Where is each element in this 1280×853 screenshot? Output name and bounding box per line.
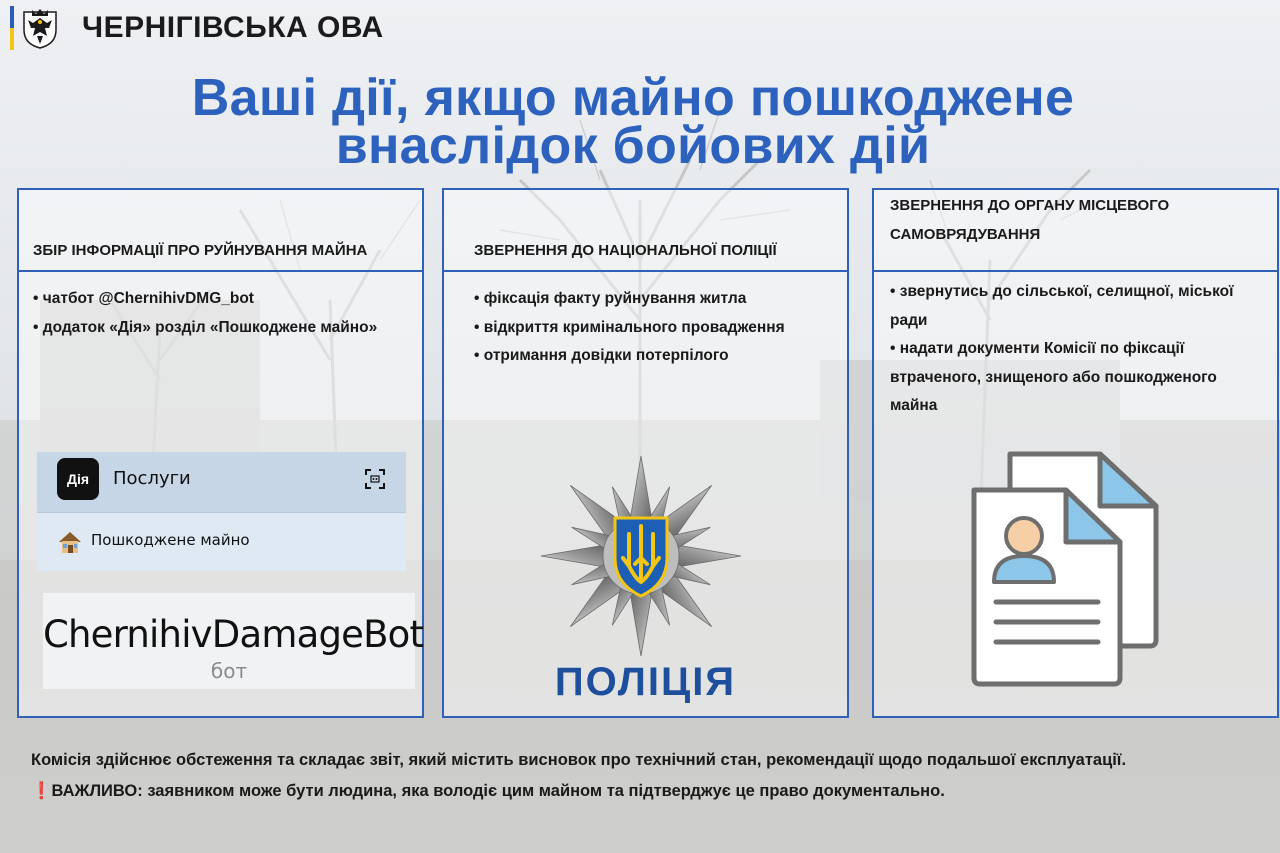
list-item: • звернутись до сільської, селищної, міської ради: [890, 283, 1234, 329]
bot-subtitle: бот: [210, 659, 248, 683]
qr-scan-icon[interactable]: [364, 468, 386, 490]
list-item: • фіксація факту руйнування житла: [474, 290, 747, 307]
police-wordmark: ПОЛІЦІЯ: [554, 660, 737, 704]
panel-list: [33, 285, 414, 342]
list-item: • додаток «Дія» розділ «Пошкоджене майно»: [33, 318, 378, 336]
documents-icon: [970, 450, 1166, 690]
diia-damaged-property-item[interactable]: [37, 512, 406, 571]
panel-heading: [890, 191, 1267, 249]
header: [10, 4, 384, 52]
page-title-line2: внаслідок бойових дій: [335, 117, 931, 175]
chernihiv-crest-icon: [20, 6, 60, 50]
panel-header: [874, 190, 1277, 272]
police-star-icon: [539, 454, 743, 658]
panel-local-government: [872, 188, 1279, 718]
panel-list: [474, 285, 839, 371]
panel-heading: ЗВЕРНЕННЯ ДО НАЦІОНАЛЬНОЇ ПОЛІЦІЇ: [474, 242, 777, 259]
panel-heading-line2: САМОВРЯДУВАННЯ: [890, 226, 1041, 243]
diia-services-label: Послуги: [113, 468, 191, 489]
page-title: [0, 69, 1266, 175]
org-title: ЧЕРНІГІВСЬКА ОВА: [82, 11, 384, 44]
panel-header: [444, 190, 847, 272]
list-item: • отримання довідки потерпілого: [474, 347, 729, 364]
bot-name: ChernihivDamageBot: [43, 613, 424, 656]
page-title-line1: Ваші дії, якщо майно пошкоджене: [191, 69, 1075, 127]
panel-heading-line1: ЗВЕРНЕННЯ ДО ОРГАНУ МІСЦЕВОГО: [890, 197, 1170, 214]
list-item: • відкриття кримінального провадження: [474, 318, 785, 336]
footer-line2: ❗ВАЖЛИВО: заявником може бути людина, яка володіє цим майном та підтверджує це право документально.: [31, 782, 945, 800]
diia-services-bar[interactable]: [37, 452, 406, 512]
bot-card[interactable]: [43, 593, 424, 689]
panel-info-collection: [17, 188, 424, 718]
ukraine-flag-stripe: [10, 6, 14, 50]
diia-logo: Дія: [57, 458, 99, 500]
panel-header: [19, 190, 422, 272]
diia-damaged-label: Пошкоджене майно: [91, 531, 250, 549]
panel-heading: ЗБІР ІНФОРМАЦІЇ ПРО РУЙНУВАННЯ МАЙНА: [33, 242, 368, 259]
list-item: • надати документи Комісії по фіксації втраченого, знищеного або пошкодженого майна: [890, 340, 1217, 414]
list-item: • чатбот @ChernihivDMG_bot: [33, 290, 254, 307]
house-icon: [57, 529, 83, 555]
footer-line1: Комісія здійснює обстеження та складає звіт, який містить висновок про технічний стан, рекомендації щодо подальшої експлуатації.: [31, 751, 1127, 769]
panel-list: [890, 278, 1259, 421]
panel-police: [442, 188, 849, 718]
footer-note: [31, 745, 1126, 807]
